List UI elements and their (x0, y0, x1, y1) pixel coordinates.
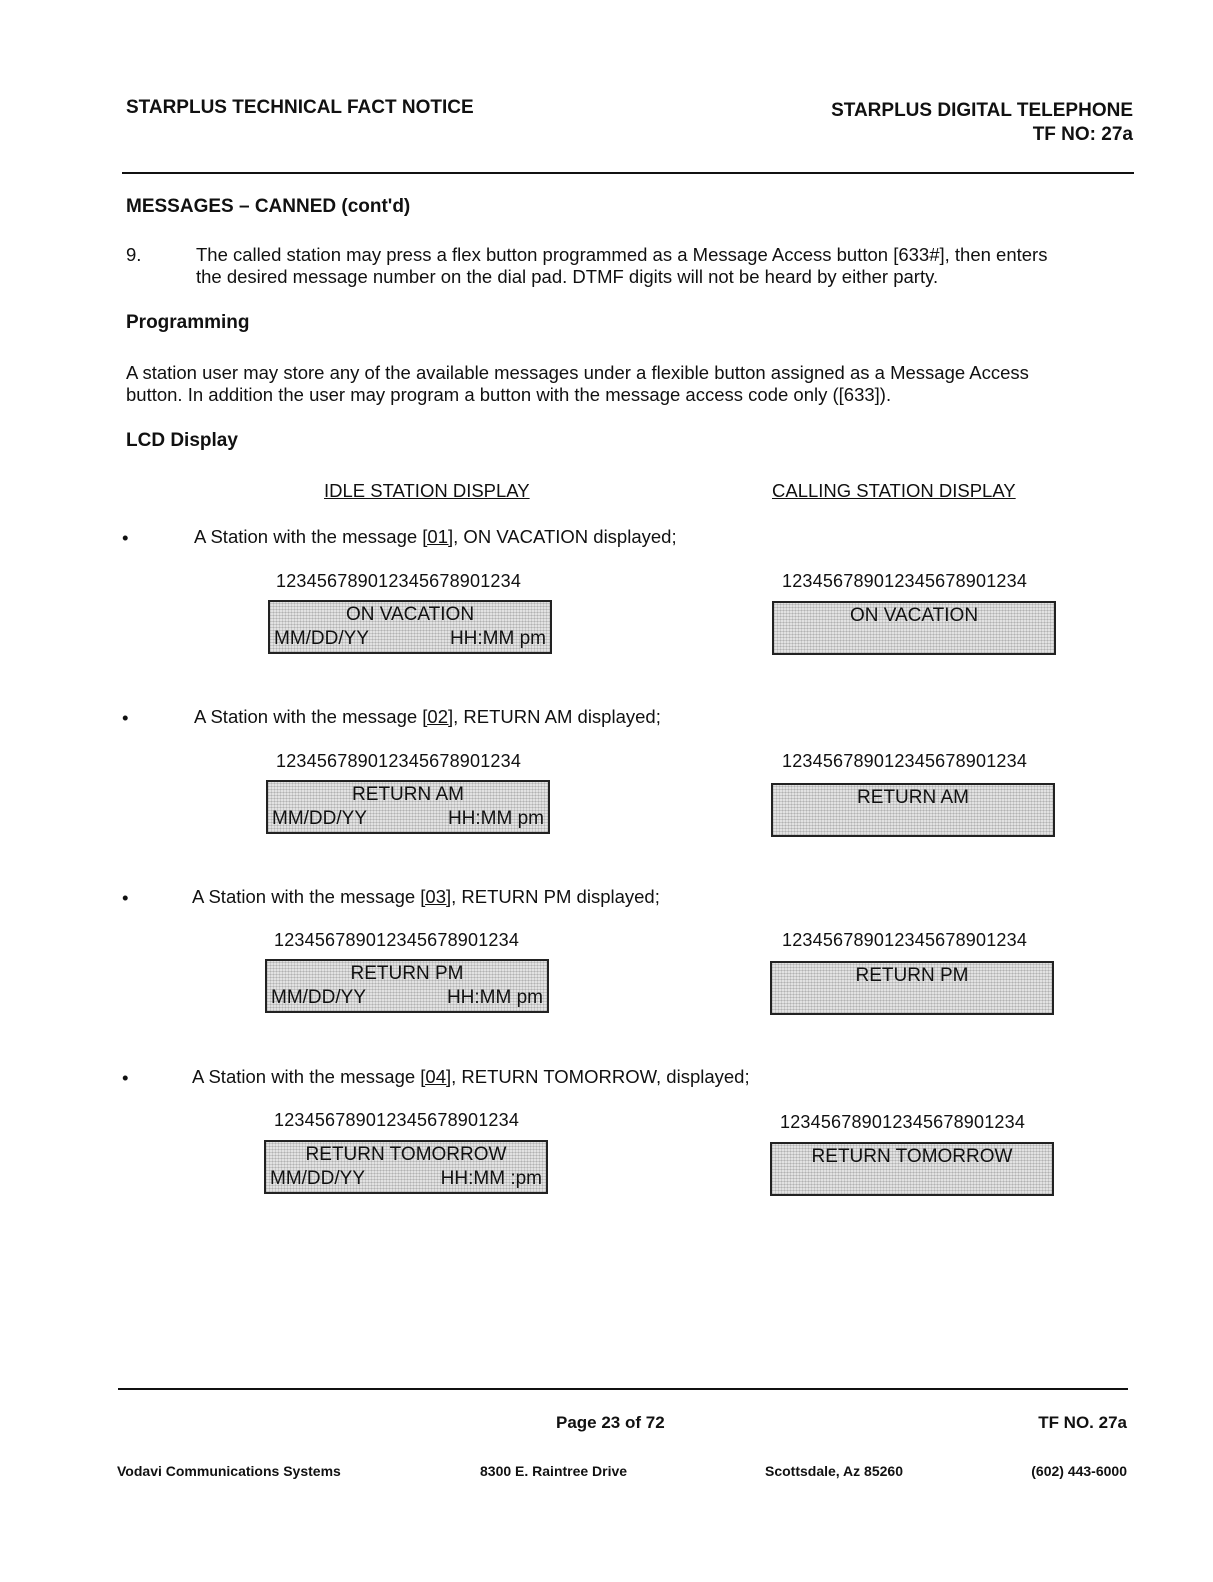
example-text-pre: A Station with the message (192, 886, 421, 907)
example-text-post: , ON VACATION displayed; (453, 526, 677, 547)
example-text-pre: A Station with the message (192, 1066, 421, 1087)
lcd-date: MM/DD/YY (271, 987, 366, 1008)
lcd-time: HH:MM pm (449, 628, 546, 649)
idle-position-ruler: 123456789012345678901234 (274, 1110, 520, 1130)
example-text-pre: A Station with the message (194, 526, 423, 547)
footer-address: 8300 E. Raintree Drive (480, 1463, 628, 1479)
footer-rule (118, 1388, 1128, 1390)
lcd-message: ON VACATION (849, 605, 979, 626)
example-description (192, 1066, 750, 1088)
footer-city: Scottsdale, Az 85260 (765, 1463, 903, 1479)
lcd-message: RETURN PM (350, 963, 464, 984)
lcd-message: RETURN TOMORROW (305, 1144, 507, 1165)
lcd-date: MM/DD/YY (274, 628, 369, 649)
footer-company: Vodavi Communications Systems (117, 1463, 341, 1479)
lcd-message: RETURN PM (855, 965, 969, 986)
idle-position-ruler: 123456789012345678901234 (276, 751, 522, 771)
section-title: MESSAGES – CANNED (cont'd) (126, 196, 411, 217)
lcd-date: MM/DD/YY (272, 808, 367, 829)
idle-lcd-display (266, 780, 550, 834)
footer-phone: (602) 443-6000 (1031, 1463, 1127, 1479)
lcd-message: RETURN AM (857, 787, 969, 808)
calling-position-ruler: 123456789012345678901234 (782, 930, 1028, 950)
example-text-post: , RETURN PM displayed; (451, 886, 660, 907)
example-description (194, 526, 677, 548)
example-description (192, 886, 660, 908)
lcd-time: HH:MM pm (447, 808, 544, 829)
calling-lcd-display (770, 1142, 1054, 1196)
calling-column-heading: CALLING STATION DISPLAY (772, 480, 1016, 501)
idle-lcd-display (264, 1140, 548, 1194)
page-number: Page 23 of 72 (556, 1413, 665, 1432)
idle-lcd-display (265, 959, 549, 1013)
example-text-post: , RETURN AM displayed; (453, 706, 661, 727)
bullet: • (122, 1067, 129, 1088)
programming-text-line1: A station user may store any of the available messages under a flexible button assigned as a Message Access (126, 362, 1029, 383)
idle-lcd-display (268, 600, 552, 654)
lcd-message: RETURN TOMORROW (811, 1146, 1013, 1167)
header-right-title: STARPLUS DIGITAL TELEPHONE (831, 100, 1133, 121)
calling-position-ruler: 123456789012345678901234 (782, 751, 1028, 771)
calling-lcd-display (772, 601, 1056, 655)
lcd-time: HH:MM :pm (440, 1168, 542, 1189)
example-description (194, 706, 661, 728)
message-code: [04] (420, 1066, 452, 1087)
lcd-date: MM/DD/YY (270, 1168, 365, 1189)
idle-position-ruler: 123456789012345678901234 (276, 571, 522, 591)
lcd-time: HH:MM pm (446, 987, 543, 1008)
message-code: [02] (422, 706, 454, 727)
programming-heading: Programming (126, 312, 250, 333)
calling-position-ruler: 123456789012345678901234 (780, 1112, 1026, 1132)
programming-text-line2: button. In addition the user may program a button with the message access code only ([633]). (126, 384, 892, 405)
header-left-title: STARPLUS TECHNICAL FACT NOTICE (126, 97, 474, 118)
idle-position-ruler: 123456789012345678901234 (274, 930, 520, 950)
message-code: [01] (422, 526, 454, 547)
header-tf-number: TF NO: 27a (1032, 124, 1133, 145)
item-number: 9. (126, 244, 142, 265)
footer-tf-number: TF NO. 27a (1038, 1413, 1127, 1432)
lcd-message: RETURN AM (352, 784, 464, 805)
item-text-line1: The called station may press a flex button programmed as a Message Access button [633#], then enters (196, 244, 1048, 265)
calling-lcd-display (771, 783, 1055, 837)
bullet: • (122, 887, 129, 908)
lcd-message: ON VACATION (345, 604, 475, 625)
bullet: • (122, 707, 129, 728)
example-text-pre: A Station with the message (194, 706, 423, 727)
header-rule (122, 172, 1134, 174)
calling-position-ruler: 123456789012345678901234 (782, 571, 1028, 591)
lcd-display-heading: LCD Display (126, 430, 238, 451)
message-code: [03] (420, 886, 452, 907)
calling-lcd-display (770, 961, 1054, 1015)
item-text-line2: the desired message number on the dial pad. DTMF digits will not be heard by either party. (196, 266, 939, 287)
bullet: • (122, 527, 129, 548)
example-text-post: , RETURN TOMORROW, displayed; (451, 1066, 750, 1087)
idle-column-heading: IDLE STATION DISPLAY (324, 480, 530, 501)
